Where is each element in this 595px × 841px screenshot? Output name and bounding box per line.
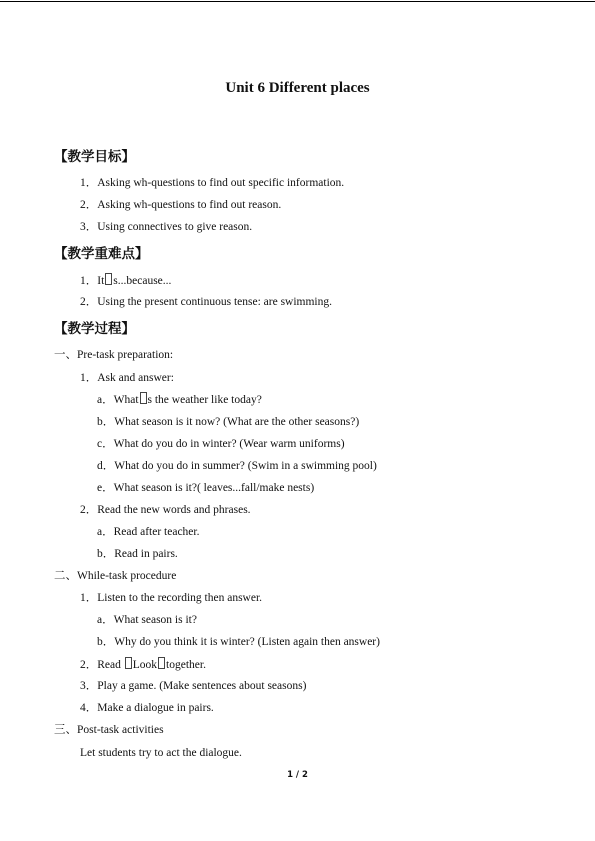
goal-item-1: 1．Asking wh-questions to find out specific information. [80, 177, 345, 189]
listen-item: 1．Listen to the recording then answer. [80, 592, 263, 604]
page-number: 1 / 2 [287, 770, 308, 780]
missing-glyph [158, 657, 165, 669]
question-c: c．What do you do in winter? (Wear warm uniforms) [97, 438, 345, 450]
missing-glyph [125, 657, 132, 669]
ask-answer-item: 1．Ask and answer: [80, 372, 174, 384]
while-task-heading: 二、While-task procedure [54, 570, 177, 582]
missing-glyph [140, 392, 147, 404]
pre-task-heading: 一、Pre-task preparation: [54, 349, 174, 361]
missing-glyph [105, 273, 112, 285]
make-dialogue-item: 4．Make a dialogue in pairs. [80, 702, 214, 714]
question-b: b．What season is it now? (What are the other seasons?) [97, 416, 360, 428]
play-game-item: 3．Play a game. (Make sentences about seasons) [80, 680, 307, 692]
read-look-end: together. [166, 659, 206, 671]
section-heading-key-points: 【教学重难点】 [54, 246, 149, 262]
act-dialogue-item: Let students try to act the dialogue. [80, 747, 242, 759]
goal-item-3: 3．Using connectives to give reason. [80, 221, 253, 233]
key-point-1 [80, 273, 171, 288]
question-d: d．What do you do in summer? (Swim in a swimming pool) [97, 460, 377, 472]
section-heading-process: 【教学过程】 [54, 321, 135, 337]
read-look-start: 2．Read [80, 659, 121, 671]
key-point-2: 2．Using the present continuous tense: are swimming. [80, 296, 333, 308]
section-heading-goals: 【教学目标】 [54, 149, 135, 165]
post-task-heading: 三、Post-task activities [54, 724, 164, 736]
read-look-item [80, 657, 206, 672]
question-a-start: a．What [97, 394, 139, 406]
key-point-1-end: s...because... [113, 275, 172, 287]
top-rule [0, 1, 595, 2]
read-after-teacher-item: a．Read after teacher. [97, 526, 200, 538]
read-look-word: Look [132, 659, 158, 671]
goal-item-2: 2．Asking wh-questions to find out reason. [80, 199, 282, 211]
read-new-words-item: 2．Read the new words and phrases. [80, 504, 251, 516]
listen-question-a: a．What season is it? [97, 614, 197, 626]
listen-question-b: b．Why do you think it is winter? (Listen again then answer) [97, 636, 380, 648]
document-title: Unit 6 Different places [225, 80, 370, 96]
question-a [97, 392, 262, 407]
question-a-end: s the weather like today? [147, 394, 262, 406]
question-e: e．What season is it?( leaves...fall/make nests) [97, 482, 315, 494]
read-in-pairs-item: b．Read in pairs. [97, 548, 178, 560]
key-point-1-start: 1．It [80, 275, 105, 287]
